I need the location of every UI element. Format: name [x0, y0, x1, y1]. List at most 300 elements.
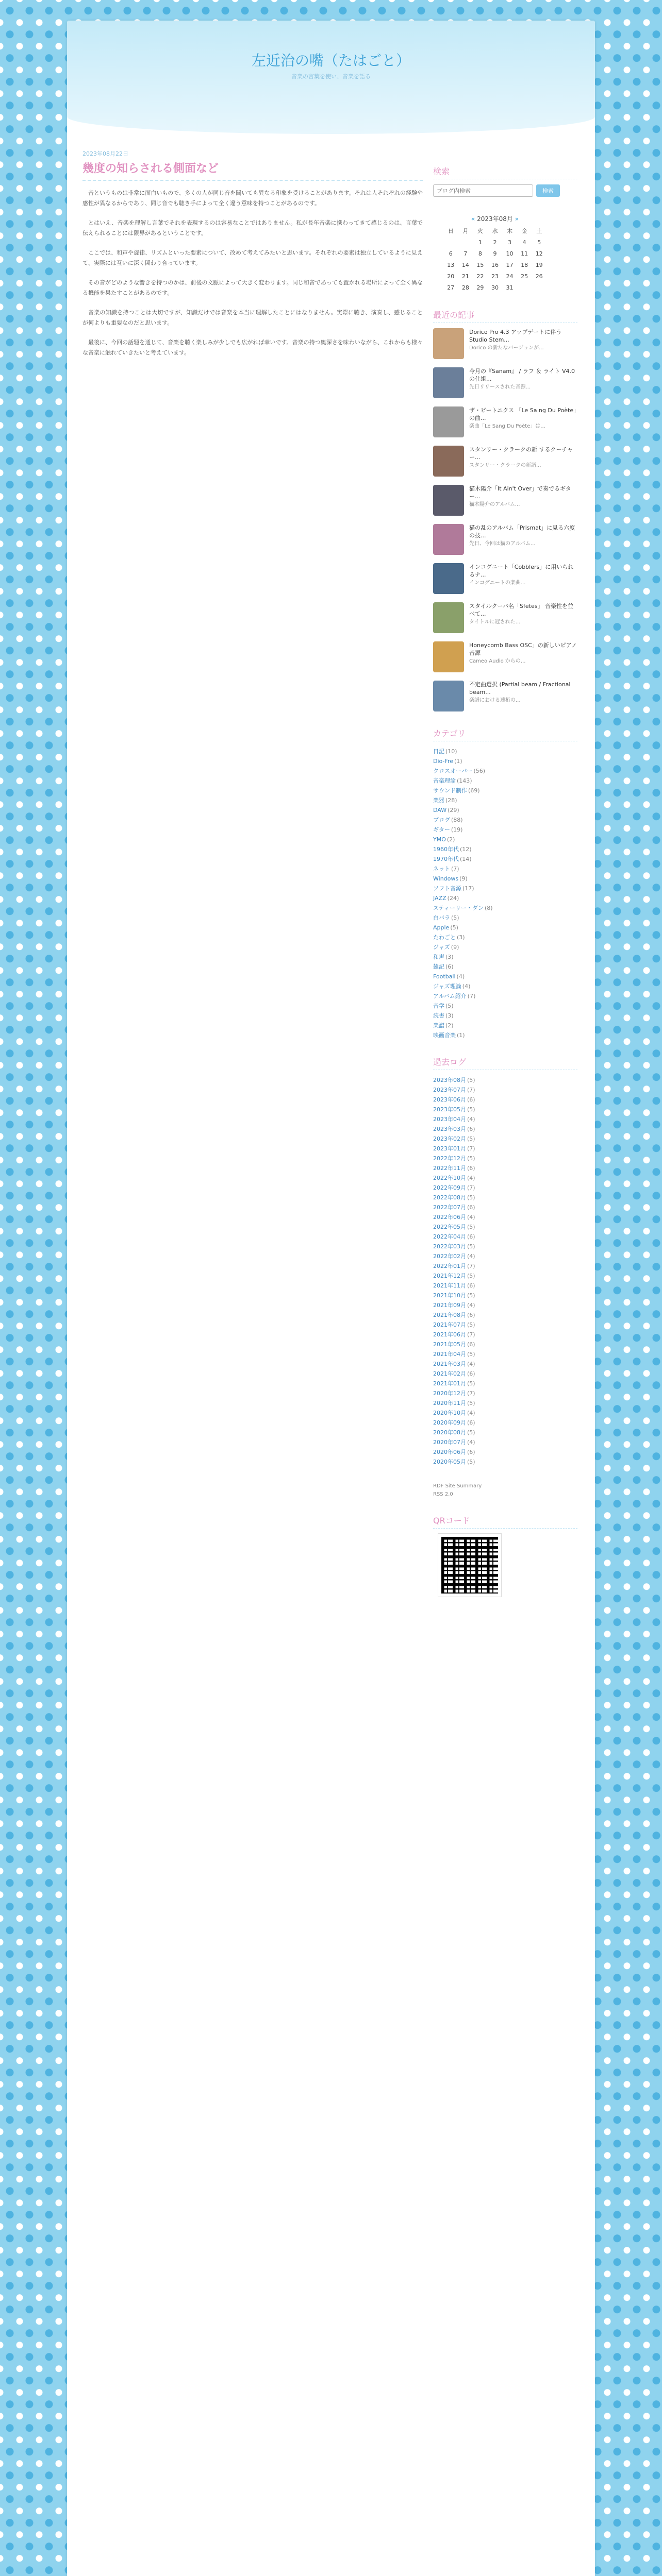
archive-item[interactable]	[433, 1183, 577, 1193]
archive-link[interactable]: 2023年02月	[433, 1136, 466, 1142]
archive-count: (4)	[467, 1253, 475, 1260]
category-count: (8)	[485, 905, 493, 911]
archive-count: (7)	[467, 1087, 475, 1093]
category-count: (3)	[445, 1012, 454, 1019]
archive-item[interactable]	[433, 1359, 577, 1369]
category-link[interactable]: Windows	[433, 875, 459, 882]
archive-item[interactable]	[433, 1457, 577, 1467]
archive-item[interactable]	[433, 1222, 577, 1232]
main-content	[82, 149, 423, 367]
category-item[interactable]	[433, 835, 577, 844]
page-container	[67, 21, 595, 2576]
category-count: (10)	[445, 748, 457, 755]
archive-count: (4)	[467, 1214, 475, 1221]
archive-count: (7)	[467, 1184, 475, 1191]
archive-item[interactable]	[433, 1144, 577, 1154]
archive-item[interactable]	[433, 1437, 577, 1447]
category-item[interactable]	[433, 972, 577, 981]
archive-item[interactable]	[433, 1428, 577, 1437]
recent-post-text	[469, 563, 577, 594]
search-input[interactable]	[433, 184, 533, 197]
archive-item[interactable]	[433, 1281, 577, 1291]
search-row	[433, 184, 577, 197]
category-link[interactable]: ジャズ	[433, 944, 450, 951]
recent-post-title[interactable]: インコグニート「Cobblers」に用いられるナ...	[469, 564, 574, 578]
search-button[interactable]: 検索	[536, 184, 560, 197]
category-link[interactable]: 雑記	[433, 963, 444, 970]
category-item[interactable]	[433, 991, 577, 1001]
calendar-day: 1	[478, 239, 482, 246]
calendar-weekday: 土	[536, 228, 542, 234]
calendar-day: 18	[521, 261, 528, 268]
recent-post-item[interactable]	[433, 681, 577, 711]
category-link[interactable]: たわごと	[433, 934, 456, 941]
archive-link[interactable]: 2022年10月	[433, 1175, 466, 1181]
archive-link[interactable]: 2023年05月	[433, 1106, 466, 1113]
calendar-day: 21	[461, 273, 469, 280]
category-count: (5)	[451, 914, 459, 921]
category-link[interactable]: 1960年代	[433, 846, 459, 853]
category-item[interactable]	[433, 1001, 577, 1011]
archive-item[interactable]	[433, 1085, 577, 1095]
category-item[interactable]	[433, 844, 577, 854]
archive-item[interactable]	[433, 1300, 577, 1310]
calendar-day: 31	[506, 284, 514, 291]
recent-post-thumbnail[interactable]	[433, 367, 464, 398]
archive-item[interactable]	[433, 1202, 577, 1212]
category-count: (3)	[457, 934, 465, 941]
archive-item[interactable]	[433, 1173, 577, 1183]
archive-item[interactable]	[433, 1447, 577, 1457]
category-link[interactable]: ジャズ理論	[433, 983, 461, 990]
archive-item[interactable]	[433, 1349, 577, 1359]
calendar-weekday: 日	[448, 228, 454, 234]
archive-item[interactable]	[433, 1418, 577, 1428]
archive-count: (4)	[467, 1116, 475, 1123]
archive-link[interactable]: 2022年11月	[433, 1165, 466, 1172]
calendar-day: 6	[449, 250, 453, 257]
archive-item[interactable]	[433, 1232, 577, 1242]
category-link[interactable]: ソフト音源	[433, 885, 461, 892]
archive-item[interactable]	[433, 1163, 577, 1173]
archive-link[interactable]: 2021年08月	[433, 1312, 466, 1318]
archive-count: (6)	[467, 1449, 475, 1455]
post-date: 2023年08月22日	[82, 150, 128, 157]
category-count: (1)	[457, 1032, 465, 1039]
category-count: (17)	[462, 885, 474, 892]
archive-item[interactable]	[433, 1291, 577, 1300]
category-item[interactable]	[433, 1021, 577, 1030]
recent-post-text	[469, 367, 577, 398]
category-item[interactable]	[433, 1030, 577, 1040]
calendar-day: 19	[535, 261, 543, 268]
calendar-week-row	[443, 270, 547, 282]
recent-post-item[interactable]	[433, 563, 577, 594]
category-link[interactable]: 楽譜	[433, 1022, 444, 1029]
recent-post-item[interactable]	[433, 524, 577, 555]
category-count: (56)	[473, 768, 486, 774]
category-item[interactable]	[433, 747, 577, 756]
calendar-day: 3	[508, 239, 512, 246]
calendar-day: 24	[506, 273, 514, 280]
category-item[interactable]	[433, 864, 577, 874]
category-item[interactable]	[433, 776, 577, 786]
archive-link[interactable]: 2023年06月	[433, 1096, 466, 1103]
category-item[interactable]	[433, 854, 577, 864]
archive-item[interactable]	[433, 1154, 577, 1163]
calendar-day: 26	[535, 273, 543, 280]
category-link[interactable]: JAZZ	[433, 895, 446, 902]
recent-post-text	[469, 524, 577, 555]
archive-link[interactable]: 2023年01月	[433, 1145, 466, 1152]
search-widget-title: 検索	[433, 165, 577, 179]
category-item[interactable]	[433, 874, 577, 884]
recent-posts-list	[433, 328, 577, 711]
calendar-day: 8	[478, 250, 482, 257]
archive-link[interactable]: 2020年10月	[433, 1410, 466, 1416]
calendar-day: 12	[535, 250, 543, 257]
calendar-day: 7	[464, 250, 468, 257]
category-link[interactable]: ギター	[433, 826, 450, 833]
category-count: (12)	[460, 846, 472, 853]
calendar-day: 2	[493, 239, 497, 246]
category-count: (2)	[446, 836, 455, 843]
recent-post-thumbnail[interactable]	[433, 681, 464, 711]
calendar-day: 11	[521, 250, 528, 257]
category-link[interactable]: クロスオーバー	[433, 768, 473, 774]
post-title[interactable]: 幾度の知らされる側面など	[82, 160, 423, 181]
calendar-day: 16	[491, 261, 499, 268]
archive-link[interactable]: 2021年05月	[433, 1341, 466, 1348]
archive-count: (5)	[467, 1292, 475, 1299]
recent-post-thumbnail[interactable]	[433, 602, 464, 633]
archive-link[interactable]: 2020年11月	[433, 1400, 466, 1406]
recent-post-title[interactable]: Honeycomb Bass OSC」の新しいピアノ 音源	[469, 642, 577, 656]
recent-post-text	[469, 602, 577, 633]
recent-post-thumbnail[interactable]	[433, 524, 464, 555]
calendar-weekday: 金	[521, 228, 527, 234]
category-item[interactable]	[433, 952, 577, 962]
category-item[interactable]	[433, 903, 577, 913]
archive-count: (5)	[467, 1429, 475, 1436]
calendar-day: 23	[491, 273, 499, 280]
calendar-weekday: 水	[492, 228, 498, 234]
archive-count: (6)	[467, 1282, 475, 1289]
archive-count: (5)	[467, 1400, 475, 1406]
archive-item[interactable]	[433, 1388, 577, 1398]
archive-item[interactable]	[433, 1105, 577, 1114]
calendar-weekday: 木	[507, 228, 513, 234]
calendar-day	[517, 282, 532, 293]
category-link[interactable]: サウンド制作	[433, 787, 467, 794]
category-link[interactable]: ネット	[433, 866, 450, 872]
recent-post-item[interactable]	[433, 485, 577, 516]
archive-item[interactable]	[433, 1075, 577, 1085]
archive-count: (6)	[467, 1126, 475, 1132]
calendar-week-row	[443, 248, 547, 259]
archive-link[interactable]: 2022年02月	[433, 1253, 466, 1260]
archive-count: (5)	[467, 1077, 475, 1083]
category-item[interactable]	[433, 942, 577, 952]
post-paragraph: その音がどのような響きを持つのかは、前後の文脈によって大きく変わります。同じ和音であっても置かれる場所によって全く異なる機能を果たすことがあるのです。	[82, 279, 423, 296]
archive-link[interactable]: 2023年08月	[433, 1077, 466, 1083]
calendar-weekday: 月	[462, 228, 469, 234]
archive-link[interactable]: 2020年05月	[433, 1459, 466, 1465]
recent-post-thumbnail[interactable]	[433, 563, 464, 594]
category-link[interactable]: YMO	[433, 836, 446, 843]
category-link[interactable]: 音学	[433, 1003, 444, 1009]
category-count: (28)	[445, 797, 457, 804]
archive-item[interactable]	[433, 1251, 577, 1261]
category-item[interactable]	[433, 825, 577, 835]
category-item[interactable]	[433, 1011, 577, 1021]
recent-post-text	[469, 641, 577, 672]
recent-post-title[interactable]: スタンリー・クラークの新 するクーチャー...	[469, 446, 573, 461]
archive-link[interactable]: 2022年12月	[433, 1155, 466, 1162]
archive-link[interactable]: 2021年11月	[433, 1282, 466, 1289]
category-count: (7)	[451, 866, 459, 872]
calendar-day: 13	[447, 261, 455, 268]
archive-item[interactable]	[433, 1310, 577, 1320]
recent-post-thumbnail[interactable]	[433, 446, 464, 477]
recent-post-excerpt: Cameo Audio からの...	[469, 658, 526, 664]
archive-widget	[433, 1056, 577, 1467]
category-count: (88)	[451, 817, 463, 823]
sidebar	[433, 165, 577, 1612]
category-link[interactable]: Apple	[433, 924, 450, 931]
calendar-day	[532, 282, 547, 293]
category-link[interactable]: Football	[433, 973, 456, 980]
archive-link[interactable]: 2022年06月	[433, 1214, 466, 1221]
archive-count: (7)	[467, 1390, 475, 1397]
archive-link[interactable]: 2022年08月	[433, 1194, 466, 1201]
category-count: (19)	[451, 826, 463, 833]
category-item[interactable]	[433, 933, 577, 942]
category-link[interactable]: ブログ	[433, 817, 450, 823]
archive-count: (4)	[467, 1439, 475, 1446]
archive-count: (6)	[467, 1204, 475, 1211]
search-widget	[433, 165, 577, 197]
category-item[interactable]	[433, 805, 577, 815]
category-item[interactable]	[433, 923, 577, 933]
recent-post-thumbnail[interactable]	[433, 641, 464, 672]
calendar-week-row	[443, 236, 547, 248]
category-count: (9)	[451, 944, 459, 951]
archive-link[interactable]: 2020年08月	[433, 1429, 466, 1436]
calendar-day: 17	[506, 261, 514, 268]
recent-posts-widget	[433, 309, 577, 711]
archive-link[interactable]: 2020年07月	[433, 1439, 466, 1446]
category-link[interactable]: 音楽理論	[433, 777, 456, 784]
post-paragraph: 音というものは非常に面白いもので、多くの人が同じ音を聞いても異なる印象を受けることがあります。それは人それぞれの経験や感性が異なるからであり、同じ音でも聴き手によって全く違う意味を持つことがあるのです。	[82, 190, 423, 207]
archive-link[interactable]: 2021年01月	[433, 1380, 466, 1387]
recent-post-title[interactable]: 猫木陽介「It Ain't Over」で奏でるギター...	[469, 485, 571, 500]
recent-post-excerpt: タイトルに冠された...	[469, 619, 521, 625]
archive-item[interactable]	[433, 1379, 577, 1388]
calendar-day: 22	[476, 273, 484, 280]
calendar-days	[443, 236, 547, 293]
calendar-month-label: 2023年08月	[477, 215, 513, 223]
archive-link[interactable]: 2021年02月	[433, 1370, 466, 1377]
calendar-day	[458, 236, 473, 248]
recent-post-item[interactable]	[433, 406, 577, 437]
recent-post-title[interactable]: 不定曲選択 (Partial beam / Fractional beam...	[469, 681, 571, 696]
archive-link[interactable]: 2021年04月	[433, 1351, 466, 1358]
archive-item[interactable]	[433, 1320, 577, 1330]
recent-post-thumbnail[interactable]	[433, 406, 464, 437]
recent-post-item[interactable]	[433, 328, 577, 359]
recent-post-item[interactable]	[433, 602, 577, 633]
archive-link[interactable]: 2020年09月	[433, 1419, 466, 1426]
post-paragraph: とはいえ、音楽を理解し言葉でそれを表現するのは容易なことではありません。私が長年音楽に携わってきて感じるのは、言葉で伝えられることには限界があるということです。	[82, 219, 423, 236]
archive-link[interactable]: 2023年07月	[433, 1087, 466, 1093]
category-link[interactable]: 映画音楽	[433, 1032, 456, 1039]
recent-post-item[interactable]	[433, 641, 577, 672]
recent-post-title[interactable]: 今月の『Sanam』 / ラフ ＆ ライト V4.0 の仕組...	[469, 368, 575, 382]
calendar-day	[443, 236, 458, 248]
calendar-day: 14	[461, 261, 469, 268]
archive-list	[433, 1075, 577, 1467]
archive-link[interactable]: 2021年07月	[433, 1321, 466, 1328]
recent-post-item[interactable]	[433, 446, 577, 477]
archive-link[interactable]: 2020年06月	[433, 1449, 466, 1455]
archive-item[interactable]	[433, 1134, 577, 1144]
archive-count: (7)	[467, 1331, 475, 1338]
archive-item[interactable]	[433, 1408, 577, 1418]
calendar-day: 29	[476, 284, 484, 291]
archive-item[interactable]	[433, 1242, 577, 1251]
category-item[interactable]	[433, 893, 577, 903]
post-body	[82, 188, 423, 358]
category-link[interactable]: 楽器	[433, 797, 444, 804]
archive-link[interactable]: 2022年09月	[433, 1184, 466, 1191]
category-count: (143)	[457, 777, 472, 784]
archive-link[interactable]: 2022年04月	[433, 1233, 466, 1240]
category-link[interactable]: 和声	[433, 954, 444, 960]
category-item[interactable]	[433, 962, 577, 972]
rss-rdf-link[interactable]: RDF Site Summary	[433, 1483, 482, 1489]
archive-count: (6)	[467, 1233, 475, 1240]
archive-link[interactable]: 2023年04月	[433, 1116, 466, 1123]
category-link[interactable]: 白バラ	[433, 914, 450, 921]
category-item[interactable]	[433, 981, 577, 991]
rss-2-link[interactable]: RSS 2.0	[433, 1492, 453, 1497]
archive-item[interactable]	[433, 1398, 577, 1408]
post-paragraph: ここでは、和声や旋律、リズムといった要素について、改めて考えてみたいと思います。それぞれの要素は独立しているように見えて、実際には互いに深く関わり合っています。	[82, 249, 423, 266]
archive-item[interactable]	[433, 1095, 577, 1105]
category-item[interactable]	[433, 815, 577, 825]
archive-link[interactable]: 2021年10月	[433, 1292, 466, 1299]
archive-link[interactable]: 2021年09月	[433, 1302, 466, 1309]
calendar-widget	[433, 212, 577, 293]
recent-post-text	[469, 406, 577, 437]
site-header	[67, 21, 595, 134]
category-item[interactable]	[433, 766, 577, 776]
recent-post-title[interactable]: Dorico Pro 4.3 アップデートに伴う Studio Stem...	[469, 329, 562, 343]
recent-post-thumbnail[interactable]	[433, 485, 464, 516]
category-item[interactable]	[433, 756, 577, 766]
archive-item[interactable]	[433, 1193, 577, 1202]
category-item[interactable]	[433, 786, 577, 795]
calendar-prev-link[interactable]: «	[471, 215, 475, 223]
category-count: (24)	[447, 895, 459, 902]
archive-count: (6)	[467, 1096, 475, 1103]
recent-post-title[interactable]: ザ・ビートニクス 「Le Sa ng Du Poète」の曲...	[469, 407, 576, 421]
archive-item[interactable]	[433, 1271, 577, 1281]
archive-link[interactable]: 2023年03月	[433, 1126, 466, 1132]
calendar-day: 28	[461, 284, 469, 291]
archive-item[interactable]	[433, 1261, 577, 1271]
recent-post-title[interactable]: 猫の乱のアルバム「Prismat」に見る六度の技...	[469, 524, 575, 539]
archive-count: (4)	[467, 1410, 475, 1416]
site-title[interactable]: 左近治の嘴（たはごと）	[251, 52, 410, 69]
category-item[interactable]	[433, 795, 577, 805]
archive-link[interactable]: 2022年01月	[433, 1263, 466, 1269]
archive-link[interactable]: 2020年12月	[433, 1390, 466, 1397]
recent-post-text	[469, 446, 577, 477]
category-link[interactable]: 1970年代	[433, 856, 459, 862]
archive-item[interactable]	[433, 1369, 577, 1379]
archive-link[interactable]: 2022年05月	[433, 1224, 466, 1230]
archive-item[interactable]	[433, 1212, 577, 1222]
archive-item[interactable]	[433, 1114, 577, 1124]
archive-count: (5)	[467, 1321, 475, 1328]
archive-link[interactable]: 2021年12月	[433, 1273, 466, 1279]
rss-widget	[433, 1482, 577, 1499]
category-link[interactable]: スティーリー・ダン	[433, 905, 484, 911]
calendar-day: 4	[522, 239, 526, 246]
archive-link[interactable]: 2022年03月	[433, 1243, 466, 1250]
archive-title: 過去ログ	[433, 1056, 577, 1070]
calendar-week-row	[443, 282, 547, 293]
archive-item[interactable]	[433, 1340, 577, 1349]
category-count: (29)	[448, 807, 459, 814]
recent-post-item[interactable]	[433, 367, 577, 398]
archive-count: (5)	[467, 1351, 475, 1358]
calendar-next-link[interactable]: »	[515, 215, 519, 223]
calendar-day: 5	[537, 239, 541, 246]
recent-post-excerpt: インコグニートの楽曲...	[469, 580, 526, 586]
recent-post-thumbnail[interactable]	[433, 328, 464, 359]
archive-count: (4)	[467, 1175, 475, 1181]
archive-link[interactable]: 2021年06月	[433, 1331, 466, 1338]
recent-post-text	[469, 681, 577, 711]
archive-link[interactable]: 2022年07月	[433, 1204, 466, 1211]
recent-post-title[interactable]: スタイルクーバ名「Sfetes」 音楽性を並べて...	[469, 603, 573, 617]
category-link[interactable]: アルバム紹介	[433, 993, 467, 999]
qr-widget	[433, 1514, 577, 1597]
archive-link[interactable]: 2021年03月	[433, 1361, 466, 1367]
category-link[interactable]: 日記	[433, 748, 444, 755]
category-count: (14)	[460, 856, 472, 862]
archive-count: (6)	[467, 1312, 475, 1318]
archive-item[interactable]	[433, 1124, 577, 1134]
category-item[interactable]	[433, 884, 577, 893]
categories-list	[433, 747, 577, 1040]
categories-widget	[433, 727, 577, 1040]
calendar-weekday: 火	[477, 228, 483, 234]
category-link[interactable]: 読書	[433, 1012, 444, 1019]
archive-count: (5)	[467, 1224, 475, 1230]
category-link[interactable]: Dio-Fre	[433, 758, 454, 765]
category-link[interactable]: DAW	[433, 807, 447, 814]
archive-item[interactable]	[433, 1330, 577, 1340]
archive-count: (6)	[467, 1165, 475, 1172]
category-item[interactable]	[433, 913, 577, 923]
post-paragraph: 最後に、今回の話題を通じて、音楽を聴く楽しみが少しでも広がれば幸いです。音楽の持つ奥深さを味わいながら、これからも様々な音楽に触れていきたいと考えています。	[82, 339, 423, 356]
archive-count: (4)	[467, 1302, 475, 1309]
category-count: (4)	[462, 983, 471, 990]
